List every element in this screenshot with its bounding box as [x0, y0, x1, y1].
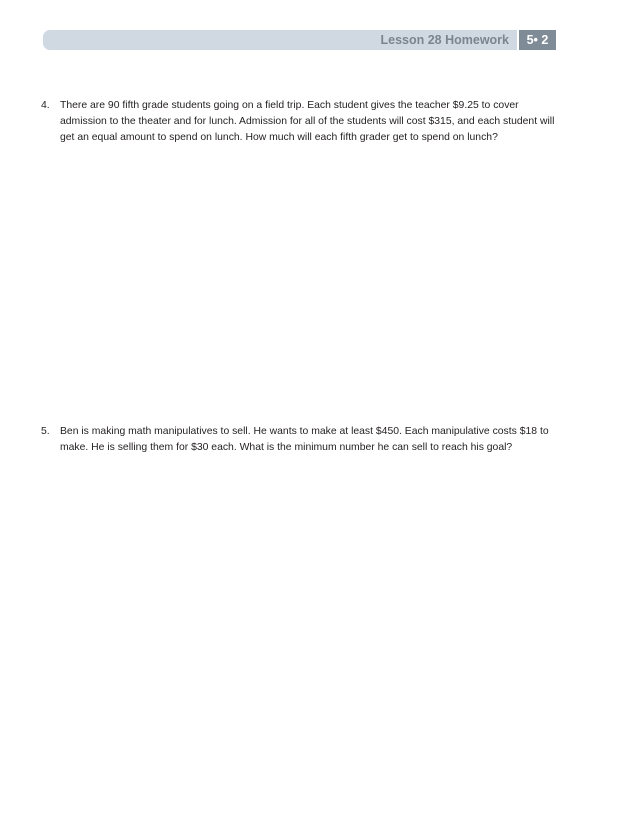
problem-text: There are 90 fifth grade students going on a field trip. Each student gives the teacher $9.25 to cover admission to the theater and for lunch. Admission for all of the students will cost $315, and each student will get an equal amount to spend on lunch. How much will each fifth grader get to spend on lunch? — [60, 100, 555, 143]
lesson-header-bar — [43, 30, 517, 50]
problem-text: Ben is making math manipulatives to sell. He wants to make at least $450. Each manipulative costs $18 to make. He is selling them for $30 each. What is the minimum number he can sell to reach his goal? — [60, 426, 549, 453]
problem-5 — [41, 424, 561, 456]
problem-number: 4. — [41, 100, 50, 111]
lesson-title: Lesson 28 Homework — [380, 33, 509, 47]
module-badge: 5• 2 — [519, 30, 556, 50]
problem-4 — [41, 98, 561, 146]
problem-number: 5. — [41, 426, 50, 437]
